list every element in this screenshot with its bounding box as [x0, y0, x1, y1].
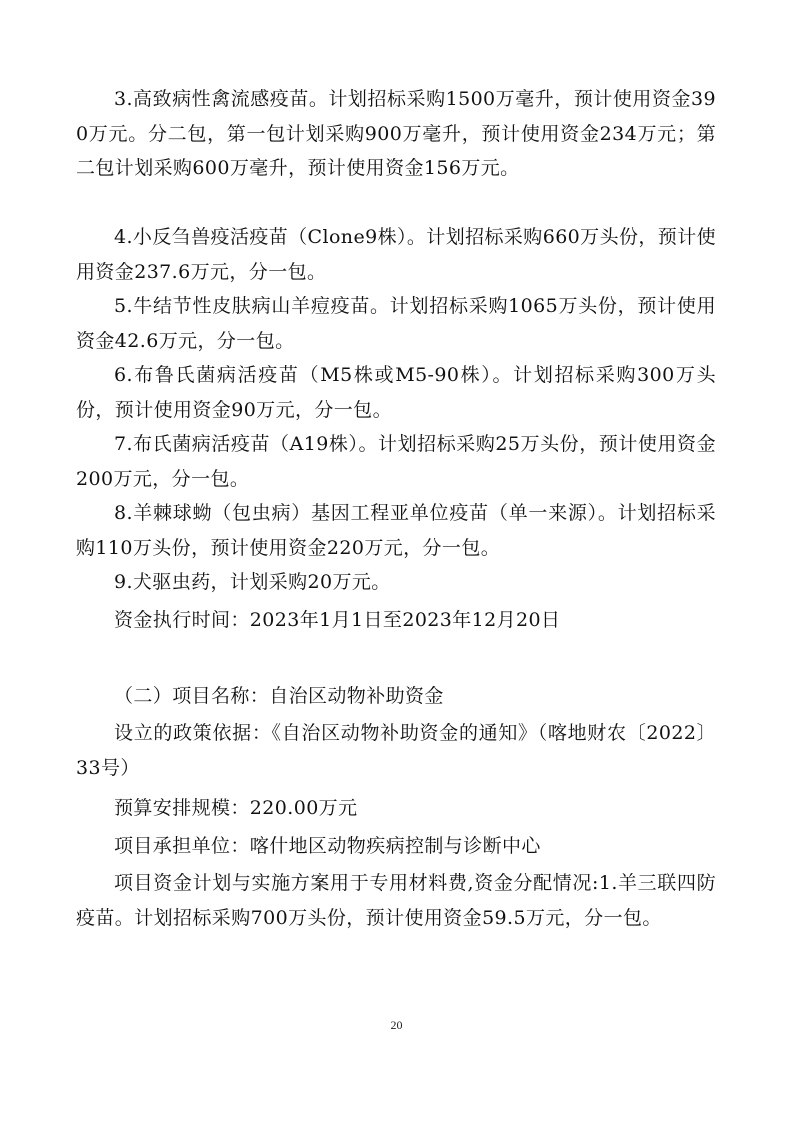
paragraph-item-4: 4.小反刍兽疫活疫苗（Clone9株）。计划招标采购660万头份，预计使用资金237.6万元，分一包。 — [76, 226, 716, 283]
budget-scale: 预算安排规模：220.00万元 — [114, 797, 358, 819]
paragraph-item-3: 3.高致病性禽流感疫苗。计划招标采购1500万毫升，预计使用资金390万元。分二包，第一包计划采购900万毫升，预计使用资金234万元；第二包计划采购600万毫升，预计使用资金156万元。 — [76, 88, 716, 179]
page-number: 20 — [390, 1018, 403, 1032]
paragraph-item-7: 7.布氏菌病活疫苗（A19株）。计划招标采购25万头份，预计使用资金200万元，分一包。 — [76, 433, 716, 490]
paragraph-item-5: 5.牛结节性皮肤病山羊痘疫苗。计划招标采购1065万头份，预计使用资金42.6万元，分一包。 — [76, 295, 716, 352]
execution-period: 资金执行时间：2023年1月1日至2023年12月20日 — [114, 609, 561, 631]
paragraph-item-6: 6.布鲁氏菌病活疫苗（M5株或M5-90株）。计划招标采购300万头份，预计使用资金90万元，分一包。 — [76, 364, 716, 421]
section-heading-project-name: （二）项目名称：自治区动物补助资金 — [114, 685, 444, 707]
paragraph-item-9: 9.犬驱虫药，计划采购20万元。 — [114, 571, 391, 593]
paragraph-item-8: 8.羊棘球蚴（包虫病）基因工程亚单位疫苗（单一来源）。计划招标采购110万头份，预计使用资金220万元，分一包。 — [76, 502, 716, 559]
funding-plan: 项目资金计划与实施方案用于专用材料费,资金分配情况:1.羊三联四防疫苗。计划招标采购700万头份，预计使用资金59.5万元，分一包。 — [76, 872, 716, 929]
responsible-unit: 项目承担单位：喀什地区动物疾病控制与诊断中心 — [114, 835, 541, 857]
policy-basis: 设立的政策依据：《自治区动物补助资金的通知》（喀地财农〔2022〕33号） — [76, 722, 716, 779]
